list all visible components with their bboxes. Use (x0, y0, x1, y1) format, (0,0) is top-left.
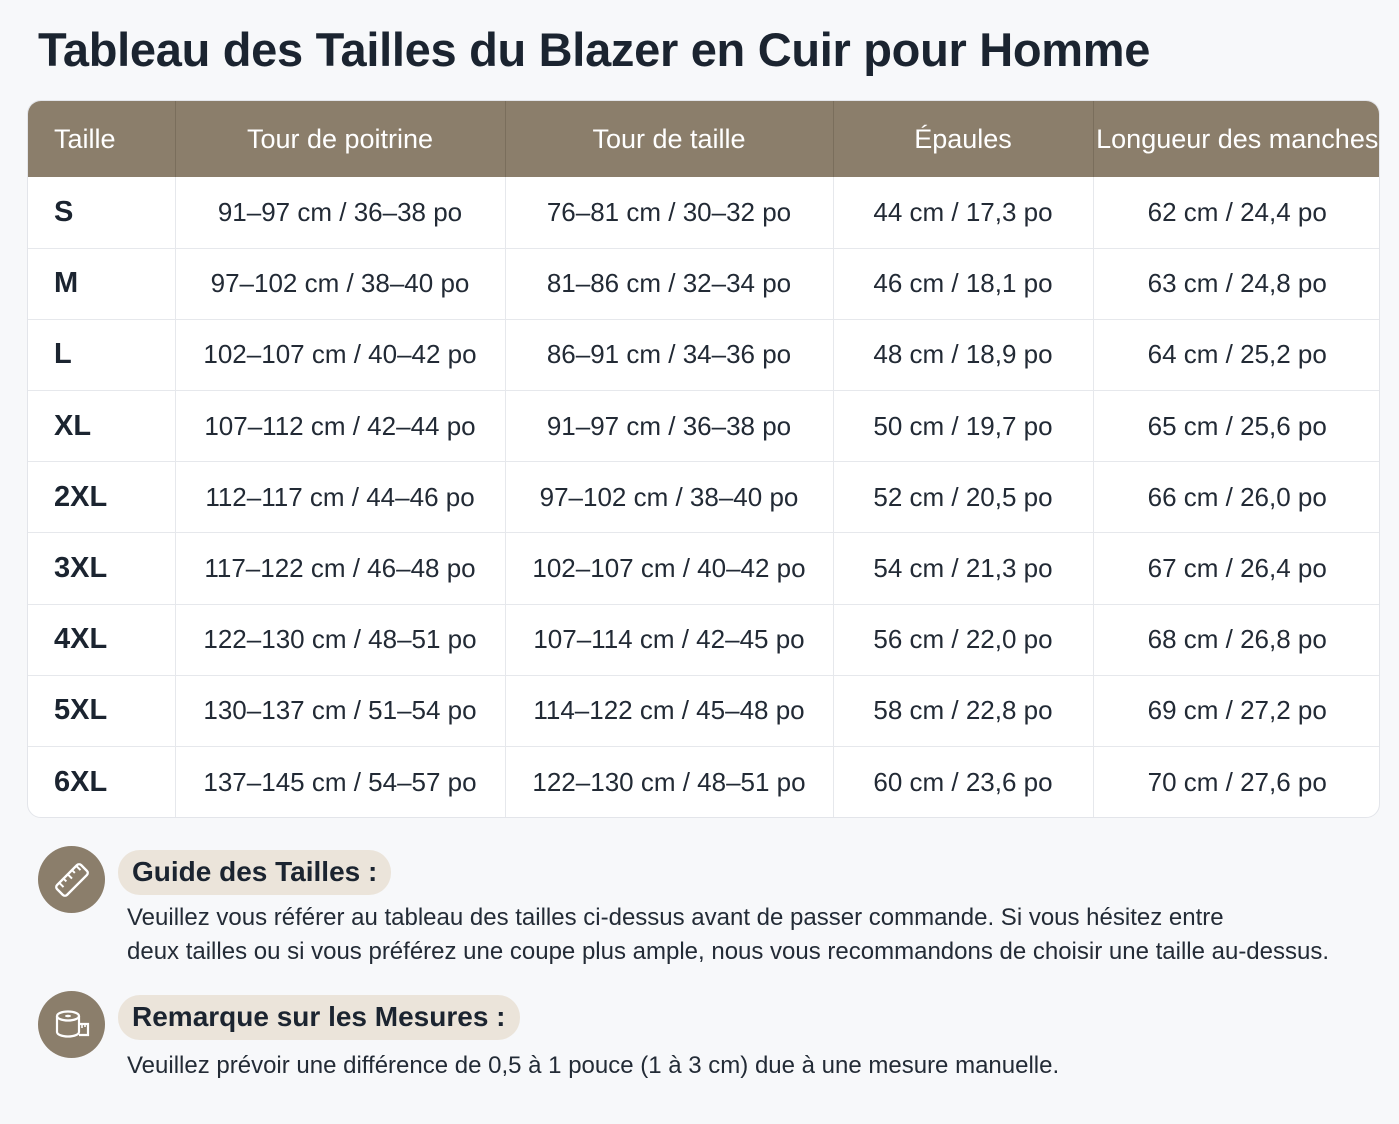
sleeve-length-cell: 62 cm / 24,4 po (1093, 177, 1380, 248)
table-header-row (28, 101, 1380, 177)
waist-cell: 91–97 cm / 36–38 po (505, 391, 833, 462)
sleeve-length-cell: 68 cm / 26,8 po (1093, 604, 1380, 675)
size-cell: 6XL (28, 747, 175, 818)
chest-cell: 91–97 cm / 36–38 po (175, 177, 505, 248)
ruler-icon (38, 846, 105, 913)
table-row (28, 319, 1380, 390)
shoulders-cell: 58 cm / 22,8 po (833, 675, 1093, 746)
size-cell: L (28, 319, 175, 390)
waist-cell: 107–114 cm / 42–45 po (505, 604, 833, 675)
shoulders-cell: 52 cm / 20,5 po (833, 462, 1093, 533)
waist-cell: 122–130 cm / 48–51 po (505, 747, 833, 818)
header-shoulders: Épaules (833, 101, 1093, 177)
table-row (28, 391, 1380, 462)
sleeve-length-cell: 69 cm / 27,2 po (1093, 675, 1380, 746)
size-cell: 4XL (28, 604, 175, 675)
table-row (28, 747, 1380, 818)
chest-cell: 112–117 cm / 44–46 po (175, 462, 505, 533)
waist-cell: 114–122 cm / 45–48 po (505, 675, 833, 746)
header-waist: Tour de taille (505, 101, 833, 177)
size-cell: 3XL (28, 533, 175, 604)
measuring-tape-icon (38, 991, 105, 1058)
waist-cell: 76–81 cm / 30–32 po (505, 177, 833, 248)
header-sleeve-length: Longueur des manches (1096, 123, 1379, 154)
chest-cell: 97–102 cm / 38–40 po (175, 248, 505, 319)
shoulders-cell: 50 cm / 19,7 po (833, 391, 1093, 462)
shoulders-cell: 48 cm / 18,9 po (833, 319, 1093, 390)
size-cell: XL (28, 391, 175, 462)
size-guide-text-line2: deux tailles ou si vous préférez une coupe plus ample, nous vous recommandons de choisir une taille au-dessus. (127, 938, 1330, 965)
chest-cell: 117–122 cm / 46–48 po (175, 533, 505, 604)
table-row (28, 604, 1380, 675)
waist-cell: 97–102 cm / 38–40 po (505, 462, 833, 533)
size-guide-heading: Guide des Tailles : (118, 850, 391, 895)
table-row (28, 248, 1380, 319)
size-cell: 5XL (28, 675, 175, 746)
sleeve-length-cell: 63 cm / 24,8 po (1093, 248, 1380, 319)
table-row (28, 533, 1380, 604)
shoulders-cell: 56 cm / 22,0 po (833, 604, 1093, 675)
page-title: Tableau des Tailles du Blazer en Cuir pour Homme (38, 23, 1151, 76)
waist-cell: 81–86 cm / 32–34 po (505, 248, 833, 319)
sleeve-length-cell: 64 cm / 25,2 po (1093, 319, 1380, 390)
chest-cell: 137–145 cm / 54–57 po (175, 747, 505, 818)
size-cell: M (28, 248, 175, 319)
waist-cell: 86–91 cm / 34–36 po (505, 319, 833, 390)
sleeve-length-cell: 70 cm / 27,6 po (1147, 766, 1327, 797)
table-body (28, 177, 1380, 818)
chest-cell: 122–130 cm / 48–51 po (175, 604, 505, 675)
size-guide-text-line1: Veuillez vous référer au tableau des tailles ci-dessus avant de passer commande. Si vous hésitez entre (127, 904, 1224, 931)
waist-cell: 102–107 cm / 40–42 po (505, 533, 833, 604)
header-size: Taille (28, 101, 175, 177)
chest-cell: 107–112 cm / 42–44 po (175, 391, 505, 462)
sleeve-length-cell: 67 cm / 26,4 po (1093, 533, 1380, 604)
chest-cell: 102–107 cm / 40–42 po (175, 319, 505, 390)
measurement-remark-text: Veuillez prévoir une différence de 0,5 à 1 pouce (1 à 3 cm) due à une mesure manuelle. (127, 1052, 1060, 1079)
measurement-remark-heading: Remarque sur les Mesures : (118, 995, 520, 1040)
table-row (28, 675, 1380, 746)
shoulders-cell: 44 cm / 17,3 po (833, 177, 1093, 248)
table-row (28, 462, 1380, 533)
chest-cell: 130–137 cm / 51–54 po (175, 675, 505, 746)
sleeve-length-cell: 65 cm / 25,6 po (1093, 391, 1380, 462)
size-cell: 2XL (28, 462, 175, 533)
header-chest: Tour de poitrine (175, 101, 505, 177)
table-row (28, 177, 1380, 248)
shoulders-cell: 54 cm / 21,3 po (833, 533, 1093, 604)
shoulders-cell: 60 cm / 23,6 po (833, 747, 1093, 818)
size-chart-table (27, 100, 1380, 818)
sleeve-length-cell: 66 cm / 26,0 po (1093, 462, 1380, 533)
size-cell: S (28, 177, 175, 248)
shoulders-cell: 46 cm / 18,1 po (833, 248, 1093, 319)
